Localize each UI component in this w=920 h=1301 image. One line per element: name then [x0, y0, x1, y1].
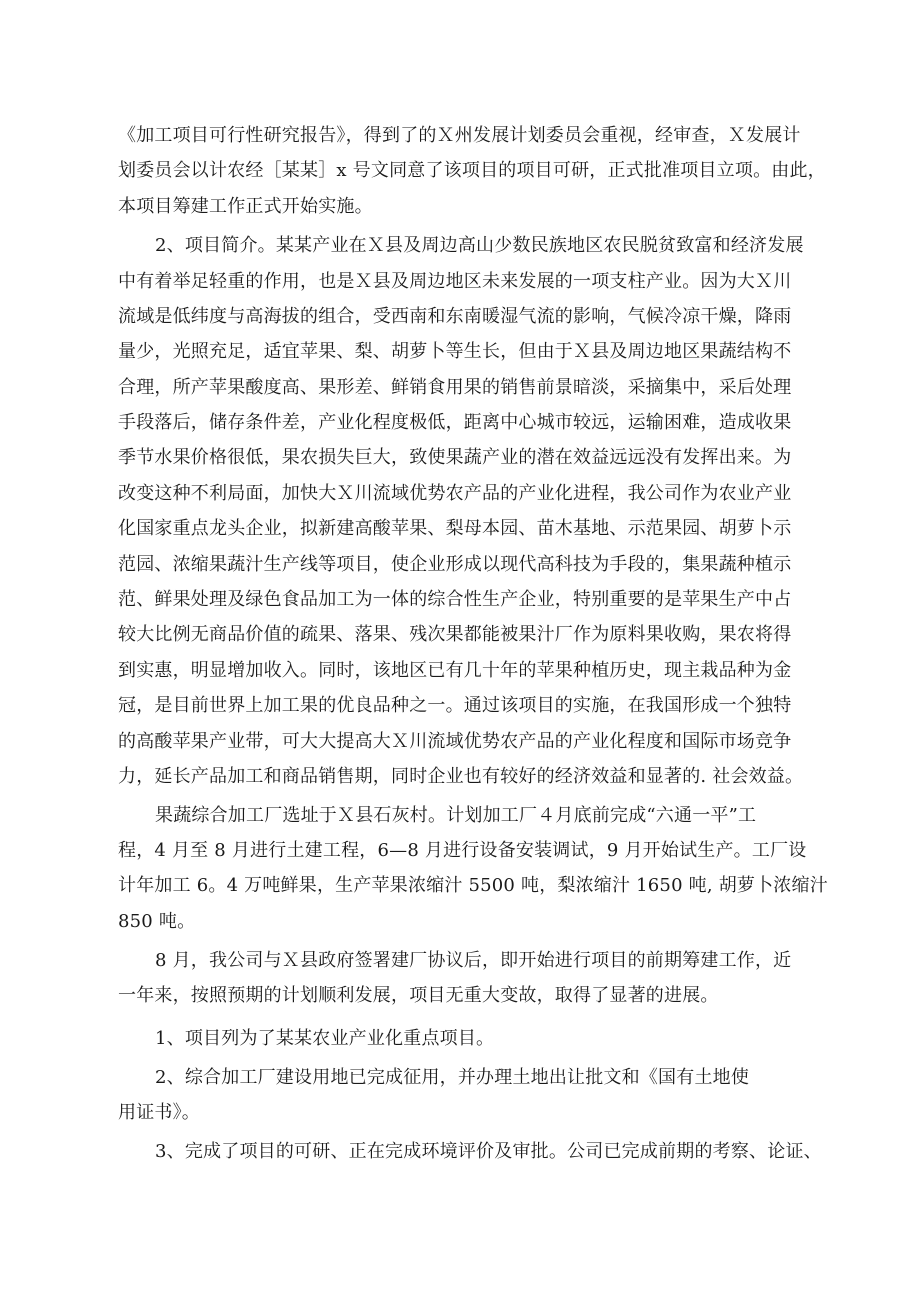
- text-line: 流域是低纬度与高海拔的组合，受西南和东南暖湿气流的影响，气候冷凉干燥，降雨: [118, 306, 792, 327]
- text-line: 手段落后，储存条件差，产业化程度极低，距离中心城市较远，运输困难，造成收果: [118, 412, 792, 433]
- text-line: 冠，是目前世界上加工果的优良品种之一。通过该项目的实施，在我国形成一个独特: [118, 695, 792, 716]
- text-line: 用证书》。: [118, 1102, 200, 1123]
- text-line: 的高酸苹果产业带，可大大提高大Ｘ川流域优势农产品的产业化程度和国际市场竞争: [118, 731, 792, 752]
- list-item: 3、完成了项目的可研、正在完成环境评价及审批。公司已完成前期的考察、论证、: [155, 1141, 822, 1162]
- text-line: 范园、浓缩果蔬汁生产线等项目，使企业形成以现代高科技为手段的，集果蔬种植示: [118, 554, 792, 575]
- text-line: 《加工项目可行性研究报告》，得到了的Ｘ州发展计划委员会重视，经审查，Ｘ发展计: [118, 125, 801, 146]
- paragraph-start-line: 果蔬综合加工厂选址于Ｘ县石灰村。计划加工厂４月底前完成“六通一平”工: [155, 805, 757, 826]
- text-line: 到实惠，明显增加收入。同时，该地区已有几十年的苹果种植历史，现主栽品种为金: [118, 660, 792, 681]
- list-item: 1、项目列为了某某农业产业化重点项目。: [155, 1028, 495, 1049]
- text-line: 化国家重点龙头企业，拟新建高酸苹果、梨母本园、苗木基地、示范果园、胡萝卜示: [118, 518, 792, 539]
- text-line: 850 吨。: [118, 911, 196, 932]
- text-line: 季节水果价格很低，果农损失巨大，致使果蔬产业的潜在效益远远没有发挥出来。为: [118, 447, 792, 468]
- text-line: 本项目筹建工作正式开始实施。: [118, 196, 373, 217]
- text-line: 改变这种不利局面，加快大Ｘ川流域优势农产品的产业化进程，我公司作为农业产业: [118, 483, 792, 504]
- text-line: 程，4 月至 8 月进行土建工程，6—8 月进行设备安装调试，9 月开始试生产。工厂设: [118, 840, 807, 861]
- list-item: 2、综合加工厂建设用地已完成征用，并办理土地出让批文和《国有土地使: [155, 1067, 750, 1088]
- text-line: 合理，所产苹果酸度高、果形差、鲜销食用果的销售前景暗淡，采摘集中，采后处理: [118, 377, 792, 398]
- text-line: 一年来，按照预期的计划顺利发展，项目无重大变故，取得了显著的进展。: [118, 985, 719, 1006]
- text-line: 范、鲜果处理及绿色食品加工为一体的综合性生产企业，特别重要的是苹果生产中占: [118, 589, 792, 610]
- text-line: 计年加工 6。4 万吨鲜果，生产苹果浓缩汁 5500 吨，梨浓缩汁 1650 吨, 胡萝卜浓缩汁: [118, 875, 828, 896]
- paragraph-start-line: 8 月，我公司与Ｘ县政府签署建厂协议后，即开始进行项目的前期筹建工作，近: [155, 950, 792, 971]
- paragraph-start-line: 2、项目简介。某某产业在Ｘ县及周边高山少数民族地区农民脱贫致富和经济发展: [155, 235, 804, 256]
- text-line: 划委员会以计农经［某某］x 号文同意了该项目的项目可研，正式批准项目立项。由此，: [118, 160, 826, 181]
- text-line: 量少，光照充足，适宜苹果、梨、胡萝卜等生长，但由于Ｘ县及周边地区果蔬结构不: [118, 341, 792, 362]
- text-line: 较大比例无商品价值的疏果、落果、残次果都能被果汁厂作为原料果收购，果农将得: [118, 624, 792, 645]
- text-line: 力，延长产品加工和商品销售期，同时企业也有较好的经济效益和显著的. 社会效益。: [118, 766, 804, 787]
- text-line: 中有着举足轻重的作用，也是Ｘ县及周边地区未来发展的一项支柱产业。因为大Ｘ川: [118, 271, 792, 292]
